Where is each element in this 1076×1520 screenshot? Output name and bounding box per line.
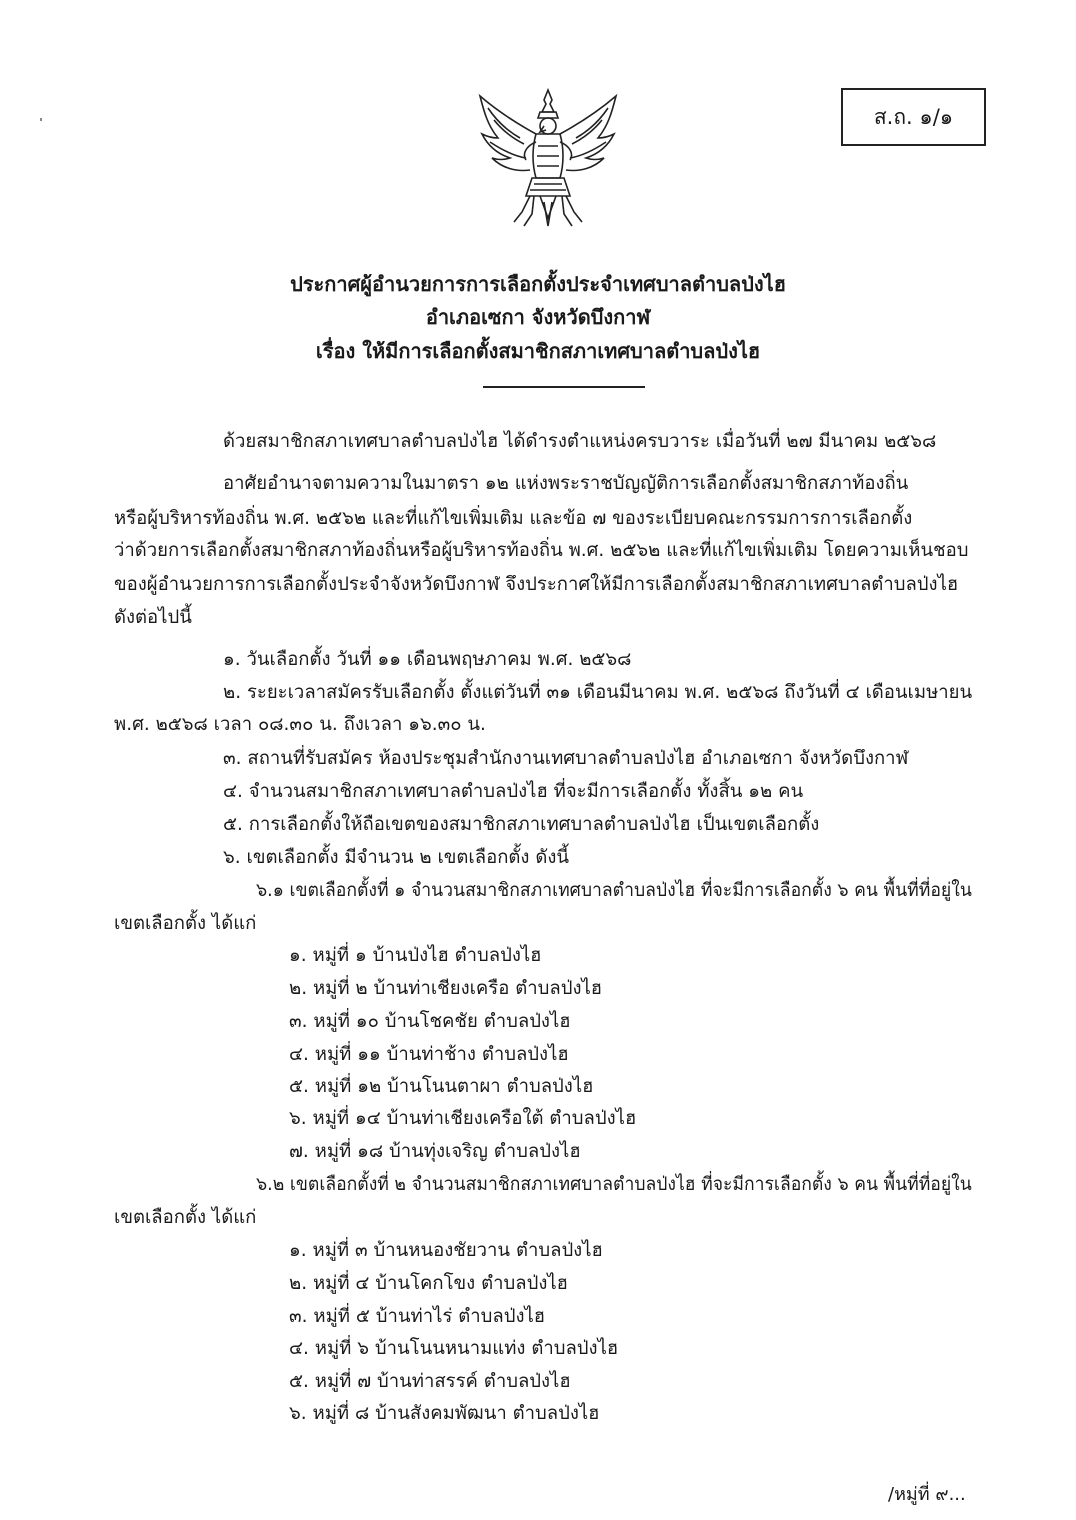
zone2-heading: ๖.๒ เขตเลือกตั้งที่ ๒ จำนวนสมาชิกสภาเทศบาลตำบลป่งไฮ ที่จะมีการเลือกตั้ง ๖ คน พื้นที่ที่อยู่ใน bbox=[256, 1174, 972, 1195]
zone1-village: ๖. หมู่ที่ ๑๔ บ้านท่าเชียงเครือใต้ ตำบลป่งไฮ bbox=[289, 1108, 637, 1129]
authority-line-2: หรือผู้บริหารท้องถิ่น พ.ศ. ๒๕๖๒ และที่แก้ไขเพิ่มเติม และข้อ ๗ ของระเบียบคณะกรรมการการเลือกตั้ง bbox=[114, 508, 913, 529]
announcement-location: อำเภอเซกา จังหวัดบึงกาฬ bbox=[425, 305, 651, 329]
zone2-village: ๖. หมู่ที่ ๘ บ้านสังคมพัฒนา ตำบลป่งไฮ bbox=[289, 1403, 600, 1424]
item-constituency-basis: ๕. การเลือกตั้งให้ถือเขตของสมาชิกสภาเทศบาลตำบลป่งไฮ เป็นเขตเลือกตั้ง bbox=[223, 814, 820, 835]
zone1-village: ๔. หมู่ที่ ๑๑ บ้านท่าช้าง ตำบลป่งไฮ bbox=[289, 1044, 569, 1065]
intro-paragraph: ด้วยสมาชิกสภาเทศบาลตำบลป่งไฮ ได้ดำรงตำแหน่งครบวาระ เมื่อวันที่ ๒๗ มีนาคม ๒๕๖๘ bbox=[223, 431, 937, 452]
zone1-heading-cont: เขตเลือกตั้ง ได้แก่ bbox=[114, 913, 257, 934]
zone1-village: ๗. หมู่ที่ ๑๘ บ้านทุ่งเจริญ ตำบลป่งไฮ bbox=[289, 1141, 581, 1162]
zone2-village: ๕. หมู่ที่ ๗ บ้านท่าสรรค์ ตำบลป่งไฮ bbox=[289, 1371, 571, 1392]
announcement-title: ประกาศผู้อำนวยการการเลือกตั้งประจำเทศบาลตำบลป่งไฮ bbox=[290, 272, 786, 296]
form-code: ส.ถ. ๑/๑ bbox=[873, 104, 954, 129]
authority-line-3: ว่าด้วยการเลือกตั้งสมาชิกสภาท้องถิ่นหรือผู้บริหารท้องถิ่น พ.ศ. ๒๕๖๒ และที่แก้ไขเพิ่มเติม โดยความเห็นชอบ bbox=[114, 540, 969, 561]
zone1-village: ๑. หมู่ที่ ๑ บ้านป่งไฮ ตำบลป่งไฮ bbox=[289, 945, 542, 966]
item-election-date: ๑. วันเลือกตั้ง วันที่ ๑๑ เดือนพฤษภาคม พ.ศ. ๒๕๖๘ bbox=[223, 649, 632, 670]
continuation-note: /หมู่ที่ ๙... bbox=[888, 1484, 966, 1505]
garuda-emblem-icon bbox=[474, 86, 622, 232]
zone1-village: ๕. หมู่ที่ ๑๒ บ้านโนนตาผา ตำบลป่งไฮ bbox=[289, 1076, 594, 1097]
scan-speck bbox=[40, 118, 42, 121]
authority-line-1: อาศัยอำนาจตามความในมาตรา ๑๒ แห่งพระราชบัญญัติการเลือกตั้งสมาชิกสภาท้องถิ่น bbox=[223, 473, 909, 494]
zone2-village: ๔. หมู่ที่ ๖ บ้านโนนหนามแท่ง ตำบลป่งไฮ bbox=[289, 1338, 619, 1359]
zone2-village: ๑. หมู่ที่ ๓ บ้านหนองชัยวาน ตำบลป่งไฮ bbox=[289, 1240, 603, 1261]
announcement-subject: เรื่อง ให้มีการเลือกตั้งสมาชิกสภาเทศบาลตำบลป่งไฮ bbox=[315, 339, 761, 363]
zone1-village: ๒. หมู่ที่ ๒ บ้านท่าเชียงเครือ ตำบลป่งไฮ bbox=[289, 978, 603, 999]
zone1-village: ๓. หมู่ที่ ๑๐ บ้านโชคชัย ตำบลป่งไฮ bbox=[289, 1011, 571, 1032]
item-application-place: ๓. สถานที่รับสมัคร ห้องประชุมสำนักงานเทศบาลตำบลป่งไฮ อำเภอเซกา จังหวัดบึงกาฬ bbox=[223, 748, 909, 769]
item-application-period: ๒. ระยะเวลาสมัครรับเลือกตั้ง ตั้งแต่วันที่ ๓๑ เดือนมีนาคม พ.ศ. ๒๕๖๘ ถึงวันที่ ๔ เดือนเมษายน bbox=[223, 682, 973, 703]
item-member-count: ๔. จำนวนสมาชิกสภาเทศบาลตำบลป่งไฮ ที่จะมีการเลือกตั้ง ทั้งสิ้น ๑๒ คน bbox=[223, 781, 804, 802]
authority-line-5: ดังต่อไปนี้ bbox=[114, 607, 192, 628]
header-divider bbox=[483, 386, 645, 388]
item-constituency-count: ๖. เขตเลือกตั้ง มีจำนวน ๒ เขตเลือกตั้ง ดังนี้ bbox=[223, 847, 570, 868]
zone1-heading: ๖.๑ เขตเลือกตั้งที่ ๑ จำนวนสมาชิกสภาเทศบาลตำบลป่งไฮ ที่จะมีการเลือกตั้ง ๖ คน พื้นที่ที่อยู่ใน bbox=[256, 880, 972, 901]
form-code-box bbox=[841, 88, 986, 146]
zone2-village: ๒. หมู่ที่ ๔ บ้านโคกโขง ตำบลป่งไฮ bbox=[289, 1273, 568, 1294]
zone2-heading-cont: เขตเลือกตั้ง ได้แก่ bbox=[114, 1207, 257, 1228]
item-application-period-cont: พ.ศ. ๒๕๖๘ เวลา ๐๘.๓๐ น. ถึงเวลา ๑๖.๓๐ น. bbox=[114, 714, 486, 735]
authority-line-4: ของผู้อำนวยการการเลือกตั้งประจำจังหวัดบึงกาฬ จึงประกาศให้มีการเลือกตั้งสมาชิกสภาเทศบาลตำบลป่งไฮ bbox=[114, 574, 959, 595]
zone2-village: ๓. หมู่ที่ ๕ บ้านท่าไร่ ตำบลป่งไฮ bbox=[289, 1306, 546, 1327]
